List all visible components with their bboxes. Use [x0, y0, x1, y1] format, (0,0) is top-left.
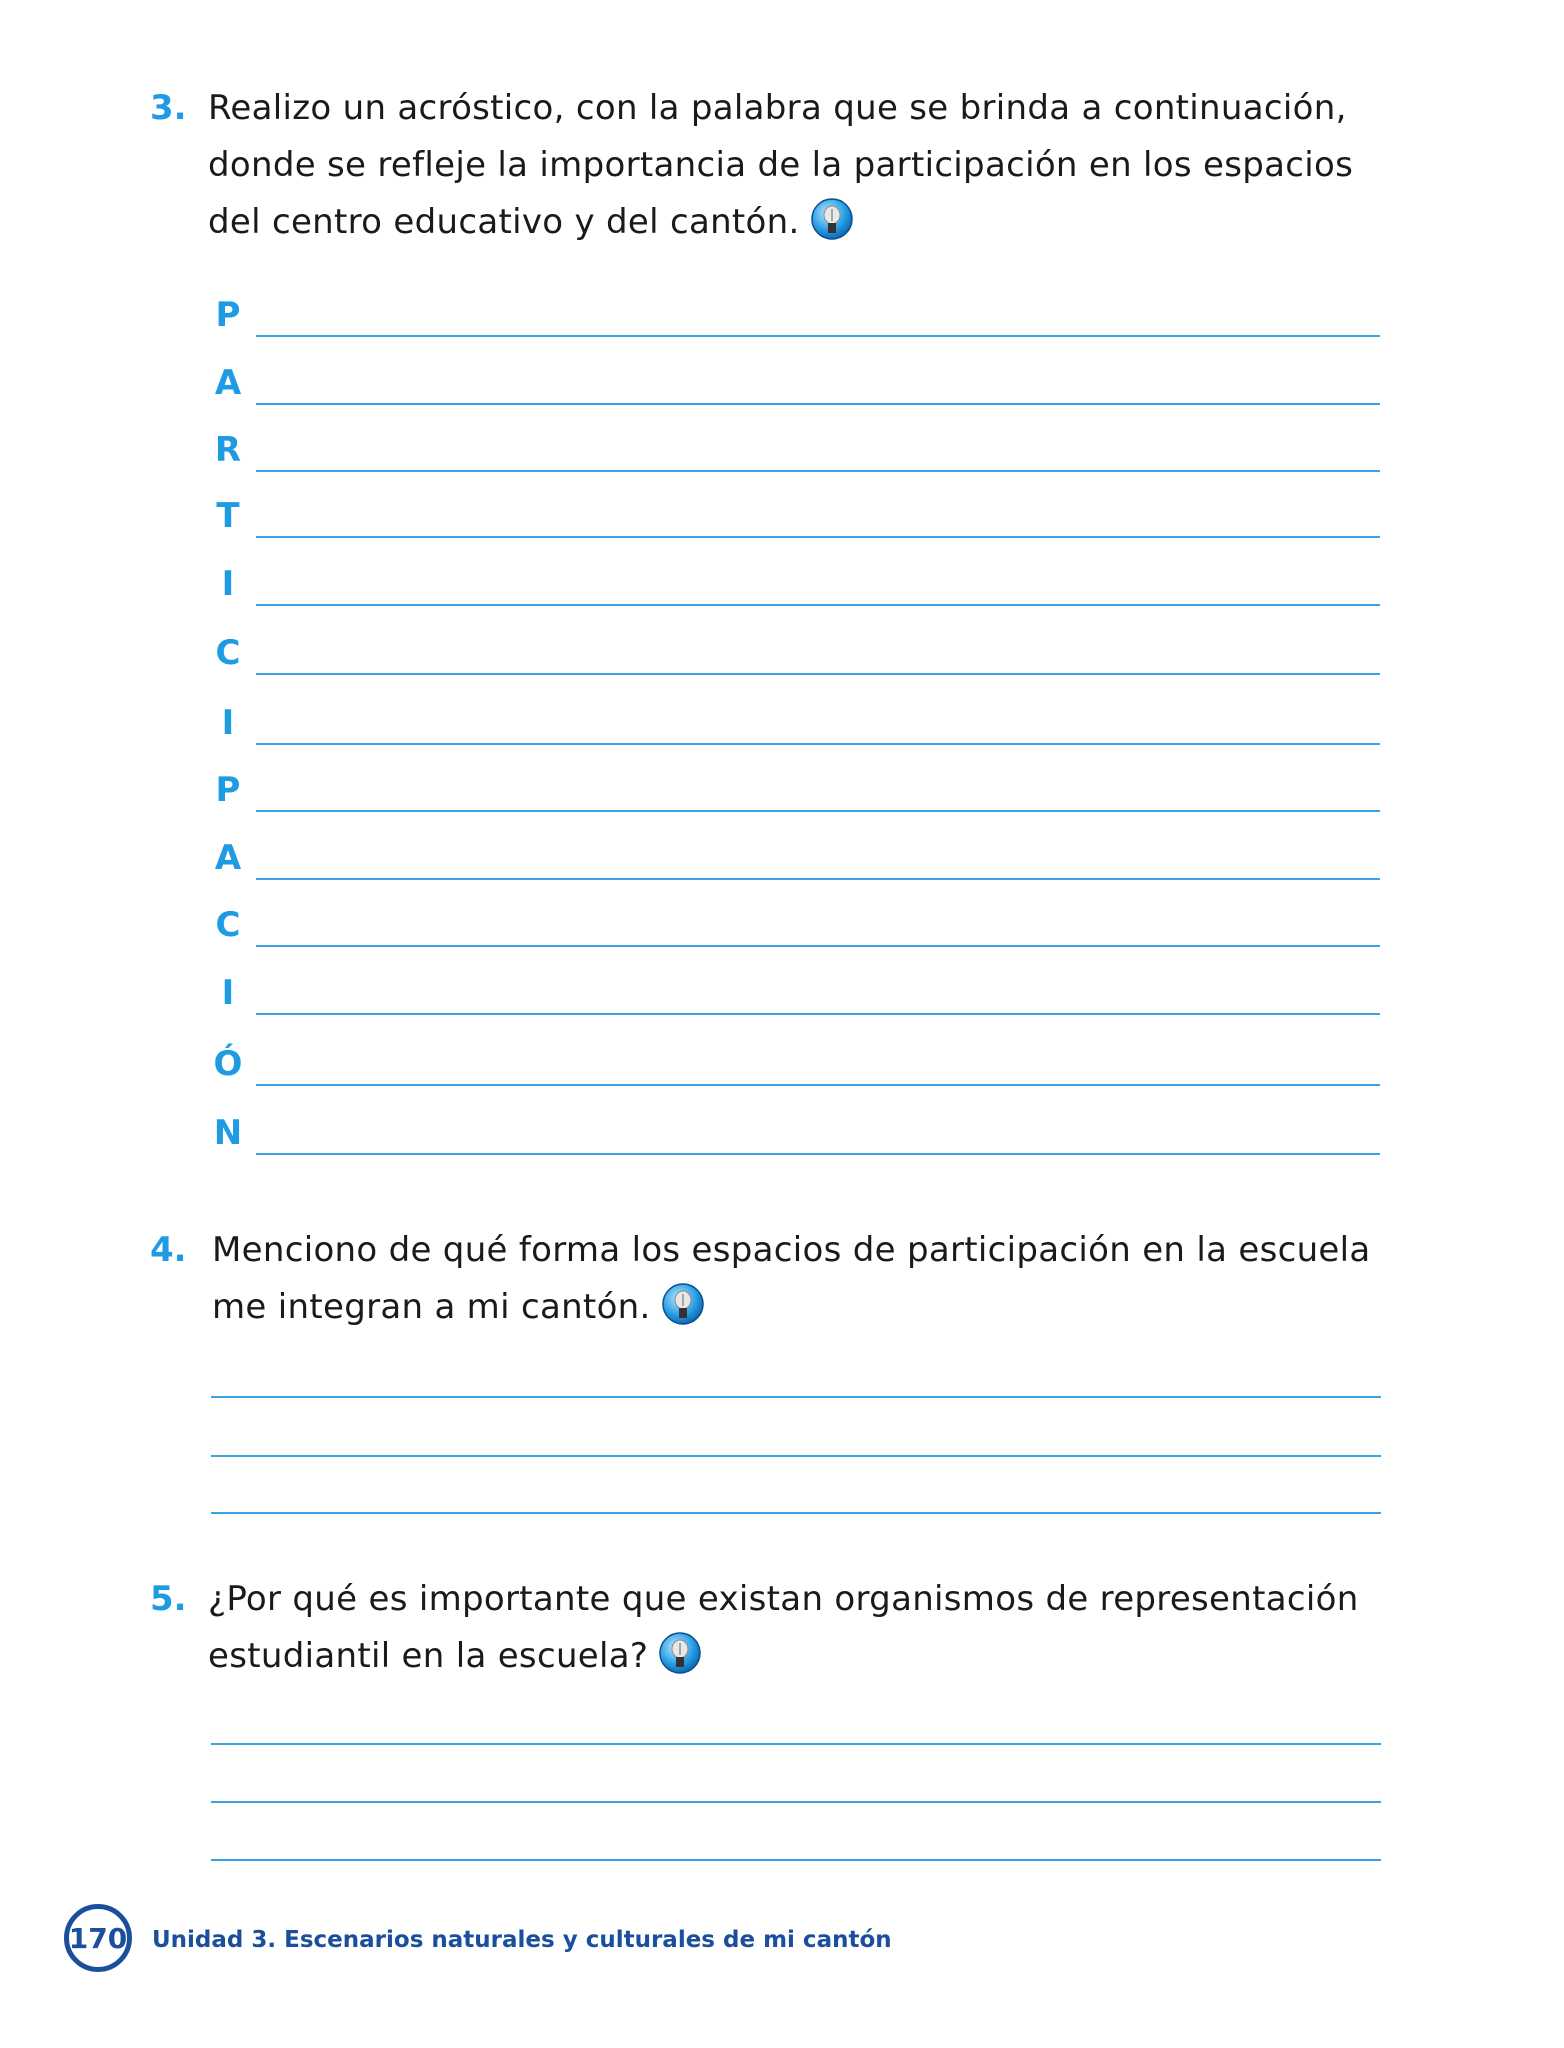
answer-line[interactable]	[256, 945, 1380, 947]
acrostic-row[interactable]	[210, 840, 1380, 880]
acrostic-row[interactable]	[210, 432, 1380, 472]
acrostic-row[interactable]	[210, 297, 1380, 337]
answer-line[interactable]	[256, 1013, 1380, 1015]
unit-title: Unidad 3. Escenarios naturales y culturales de mi cantón	[152, 1927, 892, 1953]
acrostic-row[interactable]	[210, 365, 1380, 405]
acrostic-letter: A	[214, 363, 242, 403]
acrostic-letter: I	[221, 973, 235, 1013]
question-text: Realizo un acróstico, con la palabra que se brinda a continuación, donde se refleje la importancia de la participación en los espacios del centro educativo y del cantón.	[208, 88, 1354, 242]
answer-line[interactable]	[211, 1801, 1381, 1803]
answer-line[interactable]	[211, 1455, 1381, 1457]
acrostic-row[interactable]	[210, 566, 1380, 606]
lightbulb-icon	[661, 1282, 705, 1326]
answer-line[interactable]	[256, 536, 1380, 538]
answer-line[interactable]	[256, 673, 1380, 675]
answer-line[interactable]	[256, 470, 1380, 472]
answer-line[interactable]	[256, 604, 1380, 606]
acrostic-row[interactable]	[210, 1046, 1380, 1086]
acrostic-row[interactable]	[210, 907, 1380, 947]
acrostic-letter: N	[213, 1113, 243, 1153]
lightbulb-icon	[810, 197, 854, 241]
lightbulb-icon	[658, 1631, 702, 1675]
answer-line[interactable]	[256, 403, 1380, 405]
page-number: 170	[64, 1904, 132, 1972]
question-text: Menciono de qué forma los espacios de participación en la escuela me integran a mi cantón.	[212, 1230, 1371, 1327]
answer-line[interactable]	[256, 1084, 1380, 1086]
answer-line[interactable]	[256, 743, 1380, 745]
answer-line[interactable]	[211, 1859, 1381, 1861]
acrostic-row[interactable]	[210, 975, 1380, 1015]
question-4	[150, 1222, 1390, 1342]
acrostic-letter: P	[215, 770, 241, 810]
answer-line[interactable]	[256, 810, 1380, 812]
acrostic-letter: Ó	[213, 1044, 243, 1084]
acrostic-letter: R	[214, 430, 242, 470]
acrostic-row[interactable]	[210, 635, 1380, 675]
answer-line[interactable]	[211, 1396, 1381, 1398]
acrostic-letter: T	[216, 496, 240, 536]
answer-line[interactable]	[256, 878, 1380, 880]
acrostic-letter: P	[215, 295, 241, 335]
acrostic-letter: I	[221, 564, 235, 604]
question-5	[150, 1571, 1390, 1691]
question-text: ¿Por qué es importante que existan organismos de representación estudiantil en la escuela?	[208, 1579, 1359, 1676]
acrostic-letter: C	[215, 633, 241, 673]
acrostic-row[interactable]	[210, 772, 1380, 812]
answer-line[interactable]	[256, 335, 1380, 337]
acrostic-row[interactable]	[210, 705, 1380, 745]
acrostic-row[interactable]	[210, 498, 1380, 538]
question-number: 5.	[150, 1579, 187, 1619]
acrostic-row[interactable]	[210, 1115, 1380, 1155]
acrostic-letter: C	[215, 905, 241, 945]
acrostic-letter: A	[214, 838, 242, 878]
answer-line[interactable]	[211, 1743, 1381, 1745]
acrostic-letter: I	[221, 703, 235, 743]
question-3	[150, 80, 1390, 260]
answer-line[interactable]	[211, 1512, 1381, 1514]
answer-line[interactable]	[256, 1153, 1380, 1155]
question-number: 3.	[150, 88, 187, 128]
question-number: 4.	[150, 1230, 187, 1270]
